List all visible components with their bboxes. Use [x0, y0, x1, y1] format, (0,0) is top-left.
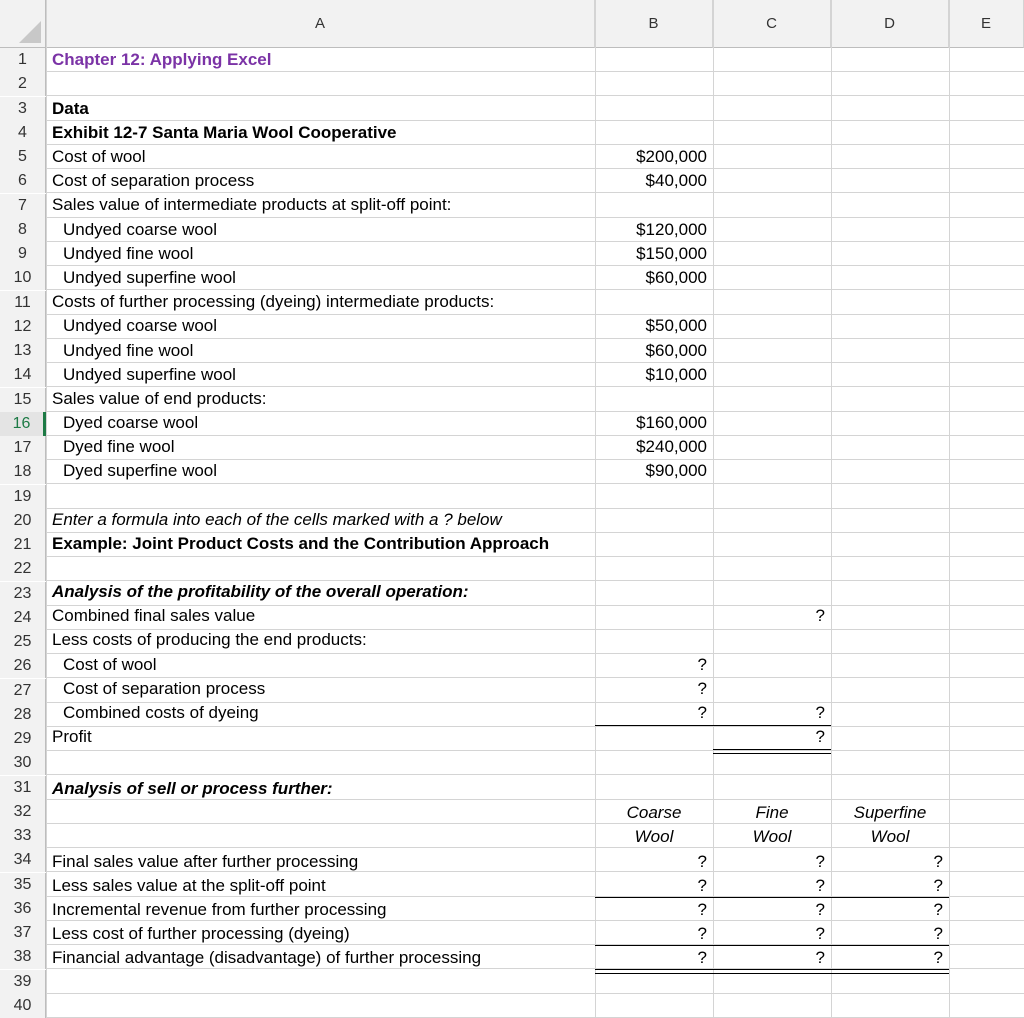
row-header[interactable]: 11: [0, 291, 46, 315]
formula-cell[interactable]: ?: [815, 924, 825, 943]
row-header[interactable]: 32: [0, 800, 46, 824]
end-coarse-label[interactable]: Dyed coarse wool: [63, 413, 199, 432]
overall-heading[interactable]: Analysis of the profitability of the overall operation:: [52, 582, 469, 601]
end-fine-value[interactable]: $240,000: [636, 437, 707, 456]
select-all-corner[interactable]: [0, 0, 46, 48]
fine-header-top[interactable]: Fine: [755, 803, 789, 822]
further-fine-value[interactable]: $60,000: [645, 341, 707, 360]
column-header-c[interactable]: C: [713, 0, 831, 48]
further-coarse-value[interactable]: $50,000: [645, 316, 707, 335]
row-header[interactable]: 23: [0, 582, 46, 606]
formula-cell[interactable]: ?: [697, 948, 707, 967]
row-header[interactable]: 25: [0, 630, 46, 654]
split-off-heading[interactable]: Sales value of intermediate products at split-off point:: [52, 195, 452, 214]
row-header[interactable]: 33: [0, 824, 46, 848]
row-header[interactable]: 9: [0, 242, 46, 266]
column-header-d[interactable]: D: [831, 0, 949, 48]
split-off-fine-value[interactable]: $150,000: [636, 244, 707, 263]
row-header[interactable]: 21: [0, 533, 46, 557]
overall-dyeing-value[interactable]: ?: [697, 703, 707, 722]
profit-label[interactable]: Profit: [52, 727, 92, 746]
row-header[interactable]: 13: [0, 339, 46, 363]
row-header[interactable]: 3: [0, 97, 46, 121]
formula-cell[interactable]: ?: [933, 852, 943, 871]
end-heading[interactable]: Sales value of end products:: [52, 389, 267, 408]
row-header[interactable]: 20: [0, 509, 46, 533]
row-header[interactable]: 1: [0, 48, 46, 72]
formula-cell[interactable]: ?: [815, 900, 825, 919]
further-fine-label[interactable]: Undyed fine wool: [63, 341, 194, 360]
formula-cell[interactable]: ?: [697, 900, 707, 919]
row-header[interactable]: 38: [0, 945, 46, 969]
row-header[interactable]: 10: [0, 266, 46, 290]
row-header[interactable]: 36: [0, 897, 46, 921]
formula-cell[interactable]: ?: [933, 924, 943, 943]
split-off-superfine-value[interactable]: $60,000: [645, 268, 707, 287]
row-header[interactable]: 7: [0, 194, 46, 218]
row-header[interactable]: 40: [0, 994, 46, 1018]
less-costs-label[interactable]: Less costs of producing the end products:: [52, 630, 367, 649]
overall-dyeing-label[interactable]: Combined costs of dyeing: [63, 703, 259, 722]
row-header[interactable]: 12: [0, 315, 46, 339]
end-coarse-value[interactable]: $160,000: [636, 413, 707, 432]
coarse-header-top[interactable]: Coarse: [626, 803, 682, 822]
further-superfine-value[interactable]: $10,000: [645, 365, 707, 384]
formula-cell[interactable]: ?: [697, 924, 707, 943]
row-header[interactable]: 37: [0, 921, 46, 945]
further-coarse-label[interactable]: Undyed coarse wool: [63, 316, 218, 335]
row-header[interactable]: 26: [0, 654, 46, 678]
further-heading[interactable]: Costs of further processing (dyeing) intermediate products:: [52, 292, 495, 311]
double-underline: [595, 969, 949, 974]
overall-cost-of-wool-value[interactable]: ?: [697, 655, 707, 674]
row-header[interactable]: 24: [0, 606, 46, 630]
row-header[interactable]: 22: [0, 557, 46, 581]
row-header[interactable]: 18: [0, 460, 46, 484]
row-header[interactable]: 31: [0, 776, 46, 800]
grid-hline: [0, 726, 1024, 727]
combined-sales-label[interactable]: Combined final sales value: [52, 606, 256, 625]
row-header[interactable]: 14: [0, 363, 46, 387]
end-fine-label[interactable]: Dyed fine wool: [63, 437, 175, 456]
fine-header-bottom[interactable]: Wool: [752, 827, 792, 846]
grid-hline: [0, 483, 1024, 484]
row-header[interactable]: 6: [0, 169, 46, 193]
overall-cost-of-wool-label[interactable]: Cost of wool: [63, 655, 157, 674]
row-header[interactable]: 30: [0, 751, 46, 775]
exhibit-title[interactable]: Exhibit 12-7 Santa Maria Wool Cooperative: [52, 123, 397, 142]
sp-advantage-label[interactable]: Financial advantage (disadvantage) of further processing: [52, 948, 482, 967]
formula-cell[interactable]: ?: [815, 948, 825, 967]
sp-final-sales-label[interactable]: Final sales value after further processing: [52, 852, 359, 871]
combined-sales-value[interactable]: ?: [815, 606, 825, 625]
sp-split-off-label[interactable]: Less sales value at the split-off point: [52, 876, 326, 895]
underline: [595, 897, 949, 898]
column-header-e[interactable]: E: [949, 0, 1024, 48]
superfine-header-top[interactable]: Superfine: [853, 803, 927, 822]
cost-of-wool-label[interactable]: Cost of wool: [52, 147, 146, 166]
cost-of-wool-value[interactable]: $200,000: [636, 147, 707, 166]
coarse-header-bottom[interactable]: Wool: [634, 827, 674, 846]
row-header[interactable]: 28: [0, 703, 46, 727]
formula-cell[interactable]: ?: [815, 852, 825, 871]
example-title[interactable]: Example: Joint Product Costs and the Contribution Approach: [52, 534, 550, 553]
formula-cell[interactable]: ?: [697, 852, 707, 871]
instruction-text[interactable]: Enter a formula into each of the cells marked with a ? below: [52, 510, 502, 529]
overall-separation-value[interactable]: ?: [697, 679, 707, 698]
row-header[interactable]: 29: [0, 727, 46, 751]
cost-of-separation-value[interactable]: $40,000: [645, 171, 707, 190]
row-header[interactable]: 39: [0, 970, 46, 994]
split-off-coarse-value[interactable]: $120,000: [636, 220, 707, 239]
end-superfine-label[interactable]: Dyed superfine wool: [63, 461, 218, 480]
row-header[interactable]: 34: [0, 848, 46, 872]
end-superfine-value[interactable]: $90,000: [645, 461, 707, 480]
row-header[interactable]: 27: [0, 679, 46, 703]
sell-process-heading[interactable]: Analysis of sell or process further:: [52, 779, 333, 798]
formula-cell[interactable]: ?: [697, 876, 707, 895]
row-header[interactable]: 4: [0, 121, 46, 145]
row-header[interactable]: 19: [0, 485, 46, 509]
grid-hline: [0, 556, 1024, 557]
formula-cell[interactable]: ?: [933, 900, 943, 919]
superfine-header-bottom[interactable]: Wool: [870, 827, 910, 846]
row-header[interactable]: 5: [0, 145, 46, 169]
row-header[interactable]: 35: [0, 873, 46, 897]
underline: [595, 725, 831, 726]
grid-hline: [0, 993, 1024, 994]
row-header[interactable]: 16: [0, 412, 46, 436]
column-header-b[interactable]: B: [595, 0, 713, 48]
column-header-a[interactable]: A: [46, 0, 595, 48]
overall-total-costs-value[interactable]: ?: [815, 703, 825, 722]
formula-cell[interactable]: ?: [933, 876, 943, 895]
grid-hline: [0, 774, 1024, 775]
row-header[interactable]: 17: [0, 436, 46, 460]
formula-cell[interactable]: ?: [815, 876, 825, 895]
double-underline: [713, 749, 831, 754]
sp-incremental-label[interactable]: Incremental revenue from further processing: [52, 900, 387, 919]
row-header[interactable]: 2: [0, 72, 46, 96]
formula-cell[interactable]: ?: [933, 948, 943, 967]
overall-separation-label[interactable]: Cost of separation process: [63, 679, 266, 698]
row-header[interactable]: 8: [0, 218, 46, 242]
grid-hline: [0, 750, 1024, 751]
split-off-coarse-label[interactable]: Undyed coarse wool: [63, 220, 218, 239]
sp-dyeing-cost-label[interactable]: Less cost of further processing (dyeing): [52, 924, 350, 943]
profit-value[interactable]: ?: [815, 727, 825, 746]
cost-of-separation-label[interactable]: Cost of separation process: [52, 171, 255, 190]
sheet-title[interactable]: Chapter 12: Applying Excel: [52, 50, 272, 69]
split-off-fine-label[interactable]: Undyed fine wool: [63, 244, 194, 263]
underline: [595, 945, 949, 946]
split-off-superfine-label[interactable]: Undyed superfine wool: [63, 268, 236, 287]
row-header[interactable]: 15: [0, 388, 46, 412]
further-superfine-label[interactable]: Undyed superfine wool: [63, 365, 236, 384]
grid-hline: [0, 95, 1024, 96]
data-heading[interactable]: Data: [52, 99, 89, 118]
